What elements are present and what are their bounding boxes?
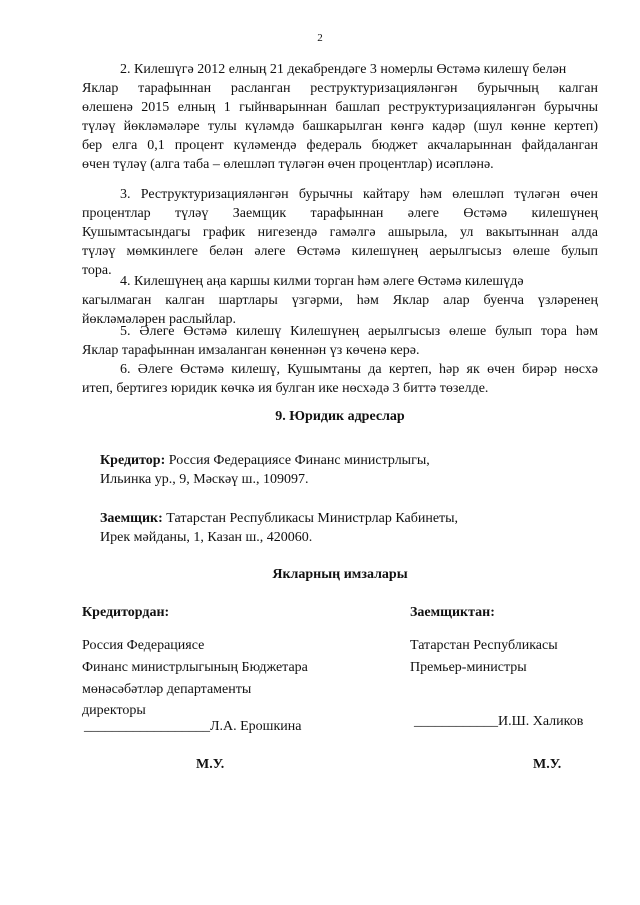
clause-5-line: 5. Әлеге Өстәмә килешү Килешүнең аерылгысыз өлеше булып тора һәм [120, 324, 598, 339]
signatures-title: Якларның имзалары [272, 567, 408, 582]
clause-6-paragraph [82, 360, 598, 398]
clause-4-line: 4. Килешүнең аңа каршы килми торган һәм әлеге Өстәмә килешүдә [120, 274, 524, 289]
creditor-name-line [100, 451, 430, 470]
section-9-title: 9. Юридик адреслар [275, 409, 405, 424]
clause-2-line: бер елга 0,1 процент күләмендә федераль бюджет акчаларыннан файдаланган [82, 138, 598, 153]
clause-4-line: йөкләмәләрен раслыйлар. [82, 312, 236, 327]
creditor-name: Россия Федерациясе Финанс министрлыгы, [165, 453, 430, 468]
borrower-name-line [100, 509, 458, 528]
borrower-sign-line: Премьер-министры [410, 660, 527, 675]
borrower-label: Заемщик: [100, 511, 163, 526]
creditor-sign-line: Финанс министрлыгының Бюджетара [82, 660, 308, 675]
clause-3-line: Кушымтасындагы график нигезендә гамәлгә ашырыла, ул вакытыннан алда [82, 225, 598, 240]
creditor-sign-line: мөнәсәбәтләр департаменты [82, 682, 252, 697]
clause-3-line: 3. Реструктуризацияләнгән бурычны кайтару һәм өлешләп түләгән өчен [120, 187, 598, 202]
borrower-signature-line: ____________И.Ш. Халиков [414, 714, 584, 729]
clause-5-paragraph [82, 322, 598, 360]
creditor-label: Кредитор: [100, 453, 166, 468]
clause-5-line: Яклар тарафыннан имзаланган көненнән үз көченә керә. [82, 343, 420, 358]
borrower-seal-mark: М.У. [533, 757, 562, 772]
creditor-sign-heading: Кредитордан: [82, 605, 170, 620]
clause-4-line: кагылмаган калган шартлары үзгәрми, һәм Яклар алар буенча үзләренең [82, 293, 598, 308]
clause-2-line: 2. Килешүгә 2012 елның 21 декабрендәге 3 номерлы Өстәмә килешү белән [120, 62, 567, 77]
clause-2-line: өлешенә 2015 елның 1 гыйнварыннан башлап реструктуризацияләнгән бурычны [82, 100, 598, 115]
clause-6-line: 6. Әлеге Өстәмә килешү, Кушымтаны да кертеп, һәр як өчен бирәр нөсхә [120, 362, 598, 377]
borrower-address: Ирек мәйданы, 1, Казан ш., 420060. [100, 530, 313, 545]
creditor-signature-line: __________________Л.А. Ерошкина [84, 719, 302, 734]
clause-2-paragraph [82, 60, 598, 174]
clause-3-paragraph [82, 185, 598, 280]
creditor-sign-line: директоры [82, 703, 146, 718]
clause-2-line: түләү йөкләмәләре тулы күләмдә башкарылган көнгә кадәр (шул көнне кертеп) [82, 119, 598, 134]
page-number: 2 [317, 32, 323, 44]
creditor-sign-line: Россия Федерациясе [82, 638, 205, 653]
clause-2-line: өчен түләү (алга таба – өлешләп түләгән өчен процентлар) исәпләнә. [82, 157, 494, 172]
clause-6-line: итеп, бертигез юридик көчкә ия булган ике нөсхәдә 3 биттә төзелде. [82, 381, 489, 396]
clause-4-paragraph [82, 272, 598, 329]
creditor-address: Ильинка ур., 9, Мәскәү ш., 109097. [100, 472, 309, 487]
clause-3-line: процентлар түләү Заемщик тарафыннан әлеге Өстәмә килешүнең [82, 206, 598, 221]
creditor-seal-mark: М.У. [196, 757, 225, 772]
borrower-name: Татарстан Республикасы Министрлар Кабинеты, [162, 511, 459, 526]
clause-3-line: тора. [82, 263, 112, 278]
clause-3-line: түләү мөмкинлеге белән әлеге Өстәмә килешүнең аерылгысыз өлеше булып [82, 244, 598, 259]
borrower-sign-line: Татарстан Республикасы [410, 638, 558, 653]
borrower-sign-heading: Заемщиктан: [410, 605, 495, 620]
clause-2-line: Яклар тарафыннан расланган реструктуризацияләнгән бурычның калган [82, 81, 598, 96]
